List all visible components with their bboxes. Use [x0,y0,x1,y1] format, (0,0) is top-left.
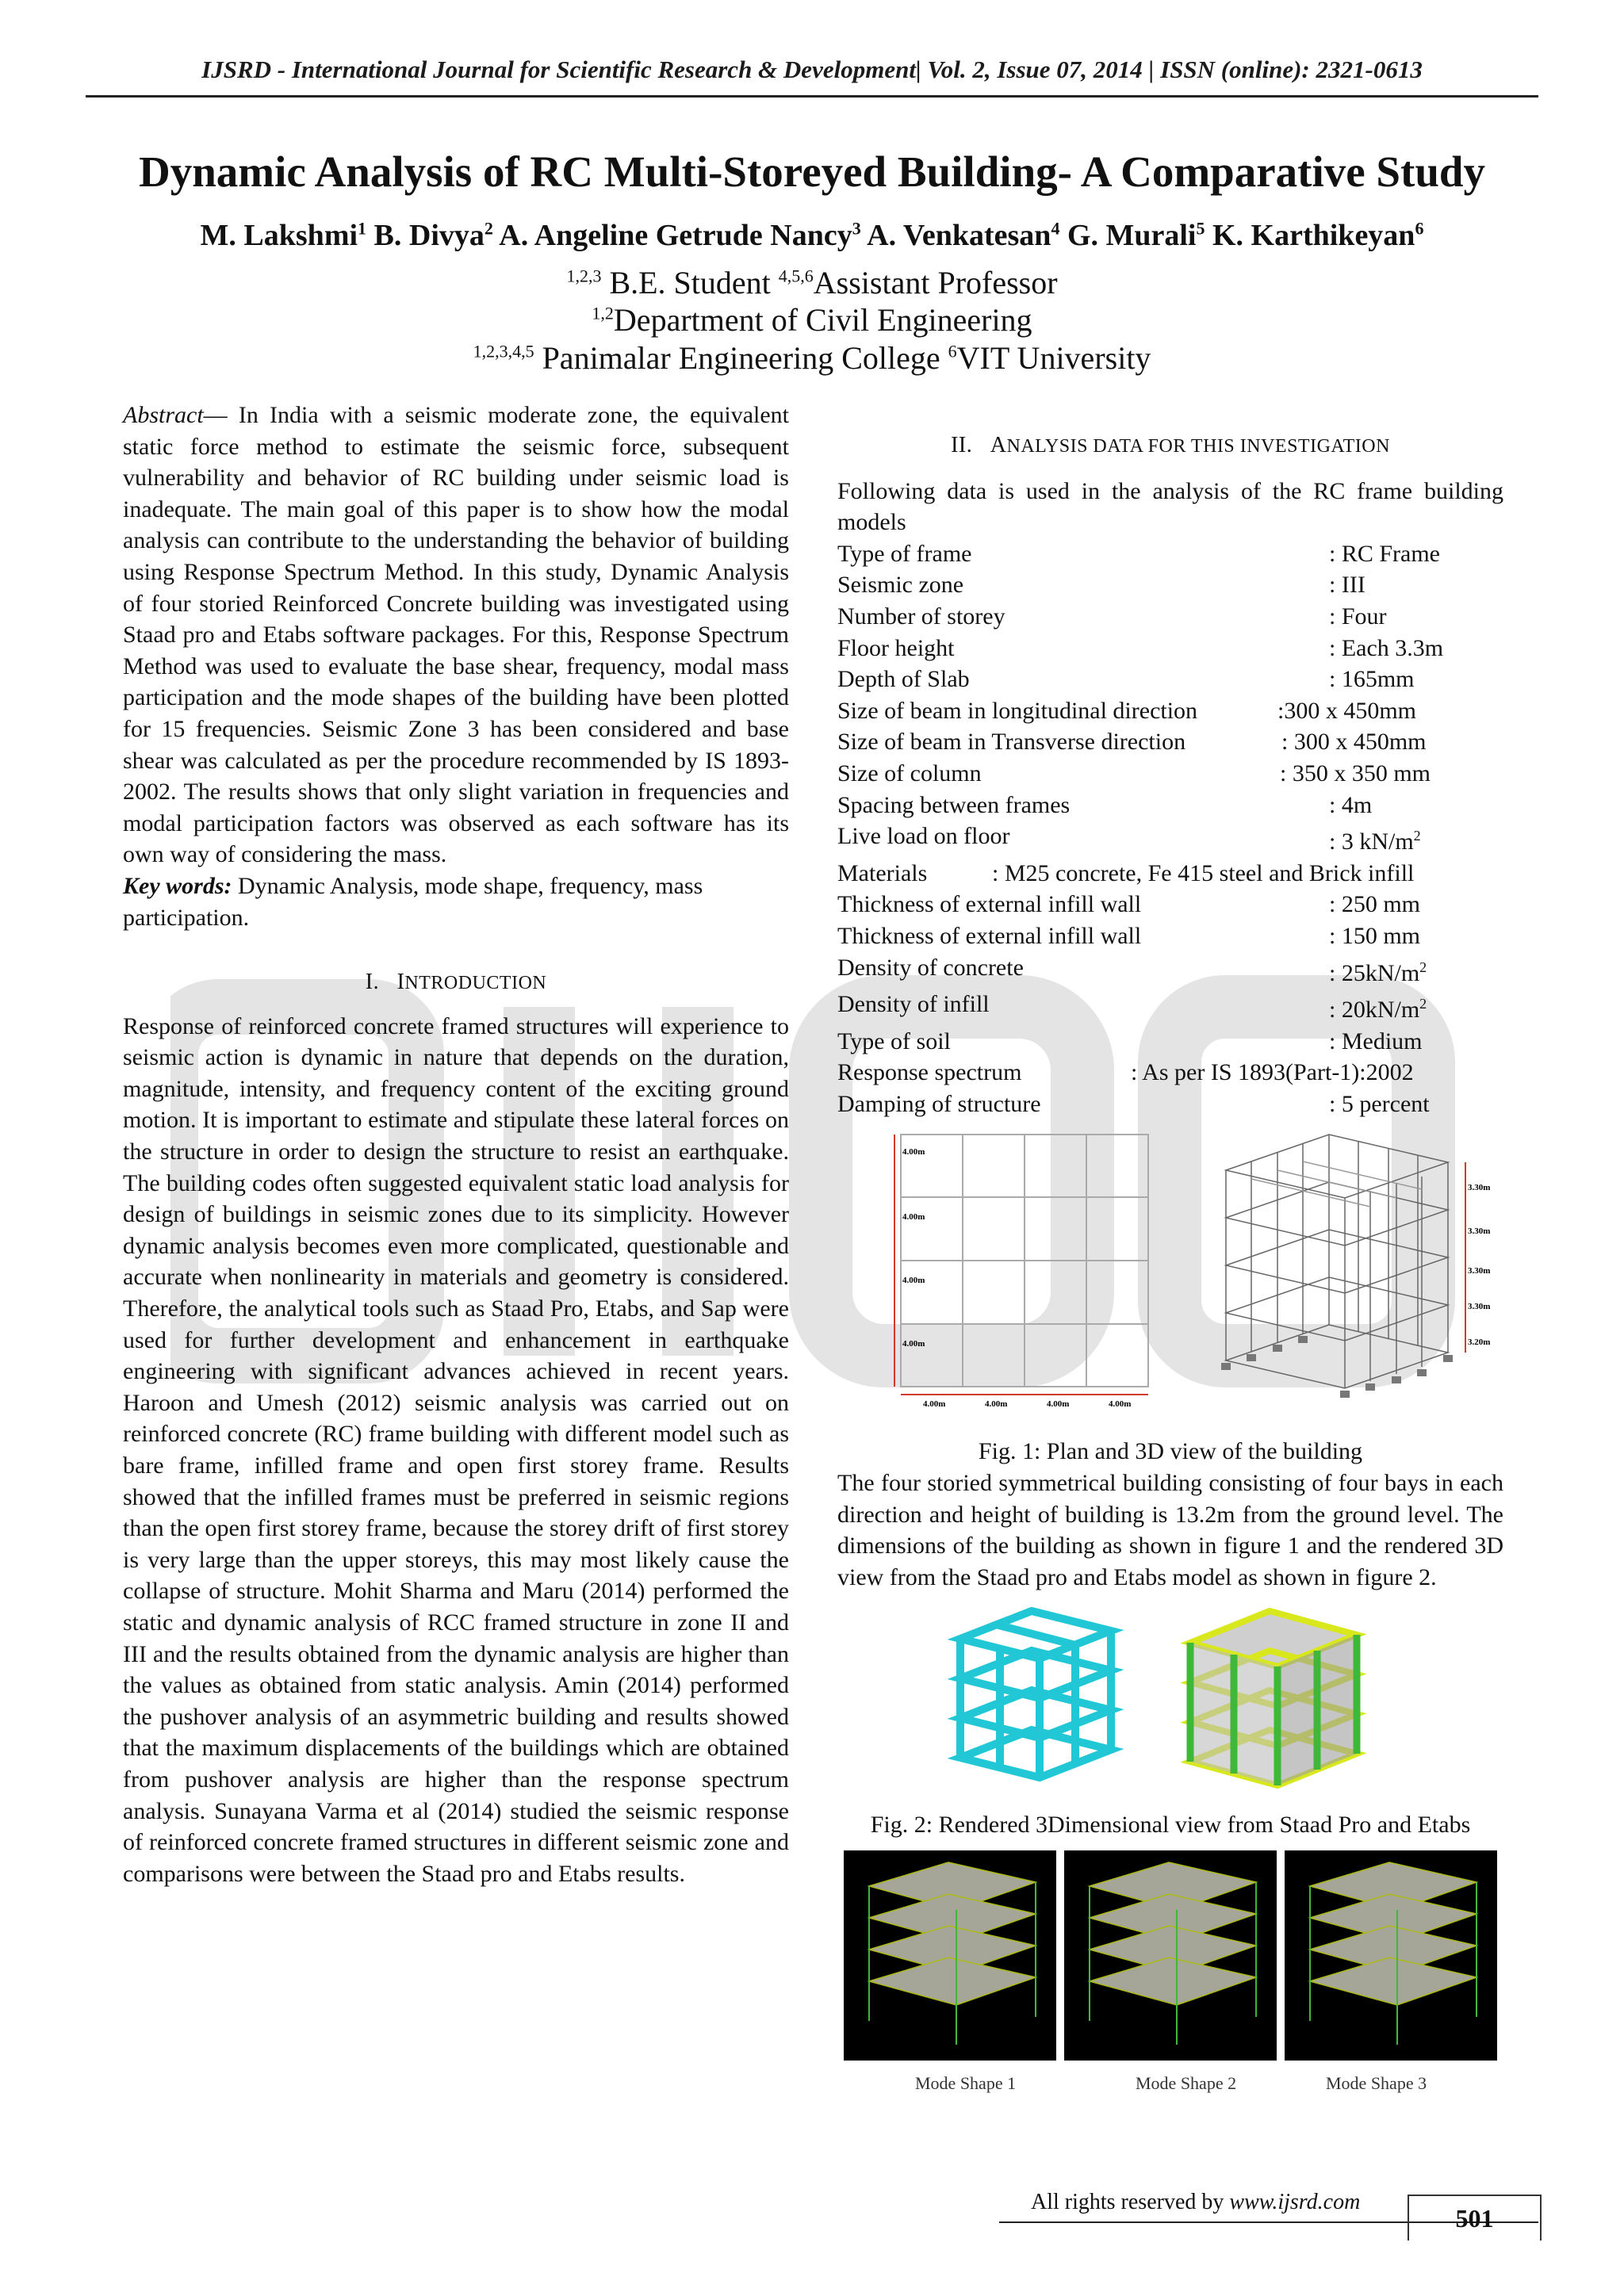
plan-dim-label: 4.00m [902,1276,925,1286]
abstract [123,400,789,871]
data-value: : Each 3.3m [1329,634,1444,661]
affiliation-line [0,264,1624,301]
data-row [837,858,1503,890]
data-value: : III [1329,572,1365,599]
paper-title: Dynamic Analysis of RC Multi-Storeyed Building- A Comparative Study [138,147,1486,196]
data-row [837,695,1503,727]
section-heading-analysis-data [837,430,1503,463]
affiliation-line [0,301,1624,339]
section-number: II. [951,433,973,457]
data-row [837,821,1503,858]
section-title-initial: A [990,433,1007,457]
data-key: Density of concrete [837,954,1024,981]
aff-sup: 1,2,3,4,5 [473,341,534,362]
data-value: : 4m [1329,791,1373,818]
author-name: A. Venkatesan [867,219,1051,252]
data-key: Spacing between frames [837,791,1071,818]
data-value: : 250 mm [1329,891,1421,918]
data-row [837,952,1503,989]
author-sup: 6 [1415,218,1424,239]
author-sup: 2 [484,218,493,239]
data-value: : Four [1329,603,1387,629]
plan-dim-label: 4.00m [985,1399,1008,1410]
page-number: 501 [1408,2195,1542,2241]
aff-sup: 1,2,3 [566,266,602,286]
header-rule [86,95,1538,98]
footer-rights [1031,2190,1360,2215]
data-key: Damping of structure [837,1090,1041,1117]
data-value-text: : 3 kN/m [1329,828,1414,855]
data-value: : As per IS 1893(Part-1):2002 [1131,1059,1414,1086]
data-value-text: : 20kN/m [1329,997,1420,1024]
data-value [1329,952,1427,989]
abstract-label: Abstract [123,402,204,428]
journal-header: IJSRD - International Journal for Scientific Research & Development| Vol. 2, Issue 07, 2014 | ISSN (online): 2321-0613 [201,55,1423,83]
right-column [837,420,1503,2094]
left-column [123,400,789,1889]
data-key: Type of soil [837,1027,951,1054]
data-row [837,989,1503,1026]
author-sup: 1 [358,218,367,239]
mode-shapes-drawing [837,1850,1503,2064]
section-title-rest: NTRODUCTION [404,973,547,994]
data-row [837,633,1503,664]
data-value-text: : 25kN/m [1329,959,1420,986]
figure-1-drawing [837,1131,1503,1436]
data-row [837,758,1503,790]
data-key: Seismic zone [837,572,964,599]
aff-sup: 4,5,6 [778,266,814,286]
plan-view [894,1135,1148,1409]
aff-text: Panimalar Engineering College [534,340,948,376]
figure-2-caption: Fig. 2: Rendered 3Dimensional view from Staad Pro and Etabs [870,1812,1471,1839]
section-title-initial: I [396,970,405,995]
data-key: Live load on floor [837,823,1010,850]
mode-shape-label: Mode Shape 3 [1326,2073,1427,2094]
3d-frame-view [1226,1135,1448,1388]
plan-dim-label: 4.00m [902,1212,925,1223]
data-value: : RC Frame [1329,540,1440,567]
abstract-dash: — [203,402,239,428]
staad-render [960,1611,1111,1777]
data-value: :300 x 450mm [1277,697,1417,724]
data-row [837,538,1503,570]
author-name: G. Murali [1067,219,1197,252]
introduction-body: Response of reinforced concrete framed structures will experience to seismic action is dynamic in nature that depends on the duration, magnitude, intensity, and frequency content of the exciting ground motion. It is important to estimate and stipulate these lateral forces on the structure in order to design the structure to resist an earthquake. The building codes often suggested equivalent static load analysis for design of buildings in seismic zones due to its simplicity. However dynamic analysis becomes even more complicated, questionable and accurate when nonlinearity in materials and geometry is considered. Therefore, the analytical tools such as Staad Pro, Etabs, and Sap were used for further development and enhancement in earthquake engineering with significant advances achieved in recent years. Haroon and Umesh (2012) seismic analysis was carried out on reinforced concrete (RC) frame building with different model such as bare frame, infilled frame and open first storey frame. Results showed that the infilled frames must be preferred in seismic regions than the open first storey frame, because the storey drift of first storey is very large than the upper storeys, this may most likely cause the collapse of structure. Mohit Sharma and Maru (2014) performed the static and dynamic analysis of RCC framed structure in zone II and III and the results obtained from the dynamic analysis are higher than the values as obtained from static analysis. Amin (2014) performed the pushover analysis of an asymmetric building and results showed that the maximum displacements of the buildings which are obtained from pushover analysis are higher than the response spectrum analysis. Sunayana Varma et al (2014) studied the seismic response of reinforced concrete framed structures in different seismic zone and comparisons were between the Staad pro and Etabs results. [123,1012,789,1887]
data-key: Thickness of external infill wall [837,891,1142,918]
plan-dim-label: 4.00m [902,1147,925,1158]
figure-2-drawing [837,1607,1503,1809]
data-key: Type of frame [837,540,972,567]
height-label: 3.20m [1468,1337,1491,1348]
section-title-rest: NALYSIS DATA FOR THIS INVESTIGATION [1006,436,1390,457]
data-row [837,664,1503,695]
data-row [837,1057,1503,1089]
plan-dim-label: 4.00m [1109,1399,1132,1410]
figure-1 [837,1131,1503,1436]
keywords-text: Dynamic Analysis, mode shape, frequency, mass participation. [123,872,703,931]
mode-shapes-figure [837,1850,1503,2094]
data-key: Thickness of external infill wall [837,922,1142,949]
author-sup: 3 [852,218,861,239]
analysis-intro: Following data is used in the analysis of the RC frame building models [837,477,1503,536]
data-row [837,920,1503,952]
data-row [837,1026,1503,1058]
data-row [837,601,1503,633]
plan-dim-label: 4.00m [1047,1399,1070,1410]
plan-dim-label: 4.00m [902,1339,925,1349]
data-value: : 300 x 450mm [1281,729,1427,756]
section-number: I. [365,970,380,995]
data-value: : 165mm [1329,666,1415,693]
data-row [837,1089,1503,1120]
aff-text: B.E. Student [601,265,779,300]
data-key: Size of beam in longitudinal direction [837,697,1198,724]
mode-shape-label: Mode Shape 2 [1136,2073,1237,2094]
building-description: The four storied symmetrical building consisting of four bays in each direction and height of building is 13.2m from the ground level. The dimensions of the building as shown in figure 1 and the rendered 3D view from the Staad pro and Etabs model as shown in figure 2. [837,1470,1503,1590]
height-label: 3.30m [1468,1183,1491,1193]
data-value: : 5 percent [1329,1090,1430,1117]
figure-2 [837,1607,1503,1809]
aff-text: Assistant Professor [813,265,1058,300]
aff-sup: 1,2 [592,303,614,323]
height-label: 3.30m [1468,1302,1491,1312]
height-label: 3.30m [1468,1266,1491,1276]
keywords [123,871,789,933]
data-key: Size of beam in Transverse direction [837,729,1186,756]
plan-dim-label: 4.00m [923,1399,946,1410]
data-key: Size of column [837,760,982,786]
data-key: Materials [837,859,928,886]
data-key: Density of infill [837,991,990,1018]
data-row [837,889,1503,920]
author-sup: 5 [1196,218,1205,239]
data-value: : Medium [1329,1027,1423,1054]
data-row [837,726,1503,758]
author-sup: 4 [1051,218,1060,239]
keywords-label: Key words: [123,872,232,899]
data-key: Response spectrum [837,1059,1022,1086]
footer-site-link[interactable]: www.ijsrd.com [1229,2190,1361,2214]
affiliation-line [0,339,1624,377]
data-value: : 350 x 350 mm [1280,760,1431,786]
data-value-sup: 2 [1419,959,1427,975]
figure-1-caption: Fig. 1: Plan and 3D view of the building [978,1438,1363,1465]
aff-text: VIT University [956,340,1151,376]
author-name: B. Divya [373,219,485,252]
author-name: M. Lakshmi [200,219,358,252]
aff-text: Department of Civil Engineering [613,302,1032,338]
author-name: K. Karthikeyan [1212,219,1415,252]
data-value [1329,989,1427,1026]
mode-shape-label: Mode Shape 1 [915,2073,1017,2094]
footer-rights-text: All rights reserved by [1031,2190,1230,2214]
etabs-render [1190,1611,1357,1785]
data-value: : 150 mm [1329,922,1421,949]
data-key: Floor height [837,634,955,661]
data-key: Depth of Slab [837,666,970,693]
author-name: A. Angeline Getrude Nancy [499,219,852,252]
data-key: Number of storey [837,603,1005,629]
aff-sup: 6 [948,341,957,362]
height-label: 3.30m [1468,1226,1491,1237]
analysis-data-list [837,538,1503,1120]
data-value-sup: 2 [1419,996,1427,1012]
data-row [837,569,1503,601]
section-heading-introduction [123,966,789,1000]
data-value: : M25 concrete, Fe 415 steel and Brick infill [992,859,1415,886]
abstract-text: In India with a seismic moderate zone, the equivalent static force method to estimate the seismic force, subsequent vulnerability and behavior of RC building under seismic load is inadequate. The main goal of this paper is to show how the modal analysis can contribute to the understanding the behavior of building using Response Spectrum Method. In this study, Dynamic Analysis of four storied Reinforced Concrete building was investigated using Staad pro and Etabs software packages. For this, Response Spectrum Method was used to evaluate the base shear, frequency, modal mass participation and the mode shapes of the building have been plotted for 15 frequencies. Seismic Zone 3 has been considered and base shear was calculated as per the procedure recommended by IS 1893-2002. The results shows that only slight variation in frequencies and modal participation factors was observed as each software has its own way of considering the mass. [123,402,790,868]
author-list [0,218,1624,253]
data-value [1329,821,1421,858]
data-value-sup: 2 [1413,828,1421,844]
data-row [837,790,1503,821]
